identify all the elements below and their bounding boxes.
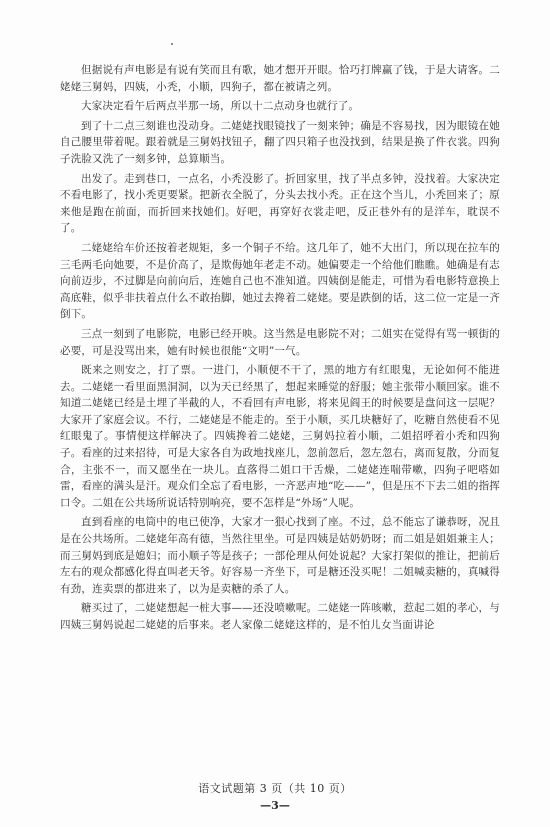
paragraph: 到了十二点三刻谁也没动身。二姥姥找眼镜找了一刻来钟；确是不容易找，因为眼镜在她自己腰里带着呢。跟着就是三舅妈找钮子，翻了四只箱子也没找到，结果是换了件衣裳。四狗子洗脸又洗了一刻多钟，总算顺当。 <box>60 119 500 165</box>
paragraph: 糖买过了，二姥姥想起一桩大事——还没喷嗽呢。二姥姥一阵咳嗽，惹起二姐的孝心，与四姨三舅妈说起二姥姥的后事来。老人家像二姥姥这样的，是不怕儿女当面讲论 <box>60 602 500 631</box>
paragraph: 大家决定看午后两点半那一场，所以十二点动身也就行了。 <box>81 100 360 113</box>
paragraph: 二姥姥给车价还按着老规矩，多一个铜子不给。这几年了，她不大出门，所以现在拉车的三毛两毛向她要，不是价高了，是欺侮她年老走不动。她偏要走一个给他们瞧瞧。她确是有志向前迈步，不过脚是向前向后，连她自己也不准知道。四姨倒是能走，可惜为看电影特意换上高底鞋，似乎非扶着点什么不敢抬脚，她过去搀着二姥姥。要是跌倒的话，这二位一定是一齐倒下。 <box>60 241 500 321</box>
page-footer-title: 语文试题第 3 页（共 10 页） <box>198 782 352 795</box>
paragraph: 直到看座的电筒中的电已使净，大家才一狠心找到了座。不过，总不能忘了谦恭呀，况且是在公共场所。二姥姥年高有德，当然往里坐。可是四姨是姑奶奶呀；而二姐是姐姐兼主人；而三舅妈到底是媳妇；而小顺子等是孩子；一部伦理从何处说起？大家打架似的推让，把前后左右的观众都感化得直叫老天爷。好容易一齐坐下，可是糖还没买呢！二姐喊卖糖的，真喊得有劲，连卖票的都进来了，以为是卖糖的杀了人。 <box>60 516 500 595</box>
paragraph: 三点一刻到了电影院，电影已经开映。这当然是电影院不对；二姐实在觉得有骂一顿街的必要，可是没骂出来，她有时候也很能“文明”一气。 <box>60 327 500 357</box>
scan-speck <box>171 43 173 45</box>
paragraph: 既来之则安之，打了票。一进门，小顺便不干了，黑的地方有红眼鬼，无论如何不能进去。二姥姥一看里面黑洞洞，以为天已经黑了，想起来睡觉的舒服；她主张带小顺回家。谁不知道二姥姥已经是土埋了半截的人，不看回有声电影，将来见阎王的时候要是盘问这一层呢？大家开了家庭会议。不行，二姥姥是不能走的。至于小顺，买几块糖好了，吃糖自然使看不见红眼鬼了。事情便这样解决了。四姨搀着二姥姥，三舅妈拉着小顺，二姐招呼着小秃和四狗子。看座的过来招待，可是大家各自为政地找座儿，忽前忽后，忽左忽右，离而复散，分而复合，主张不一，而又愿坐在一块儿。直落得二姐口干舌燥，二姥姥连喘带嗽，四狗子吧嗒如雷，看座的满头是汗。观众们全忘了看电影，一齐恶声地“吃——”，但是压不下去二姐的指挥口令。二姐在公共场所说话特别响亮，要不怎样是“外场”人呢。 <box>60 364 500 509</box>
reading-passage <box>60 62 500 634</box>
paragraph: 出发了。走到巷口，一点名，小秃没影了。折回家里，找了半点多钟，没找着。大家决定不看电影了，找小秃更要紧。把新衣全脱了，分头去找小秃。正在这个当儿，小秃回来了；原来他是跑在前面，而折回来找她们。好吧，再穿好衣裳走吧，反正巷外有的是洋车，耽误不了。 <box>60 172 500 235</box>
paragraph: 但据说有声电影是有说有笑而且有歌，她才想开开眼。恰巧打牌赢了钱，于是大请客。二姥姥三舅妈，四姨，小秃，小顺，四狗子，都在被请之列。 <box>60 64 500 93</box>
page-number: —3— <box>260 799 290 812</box>
